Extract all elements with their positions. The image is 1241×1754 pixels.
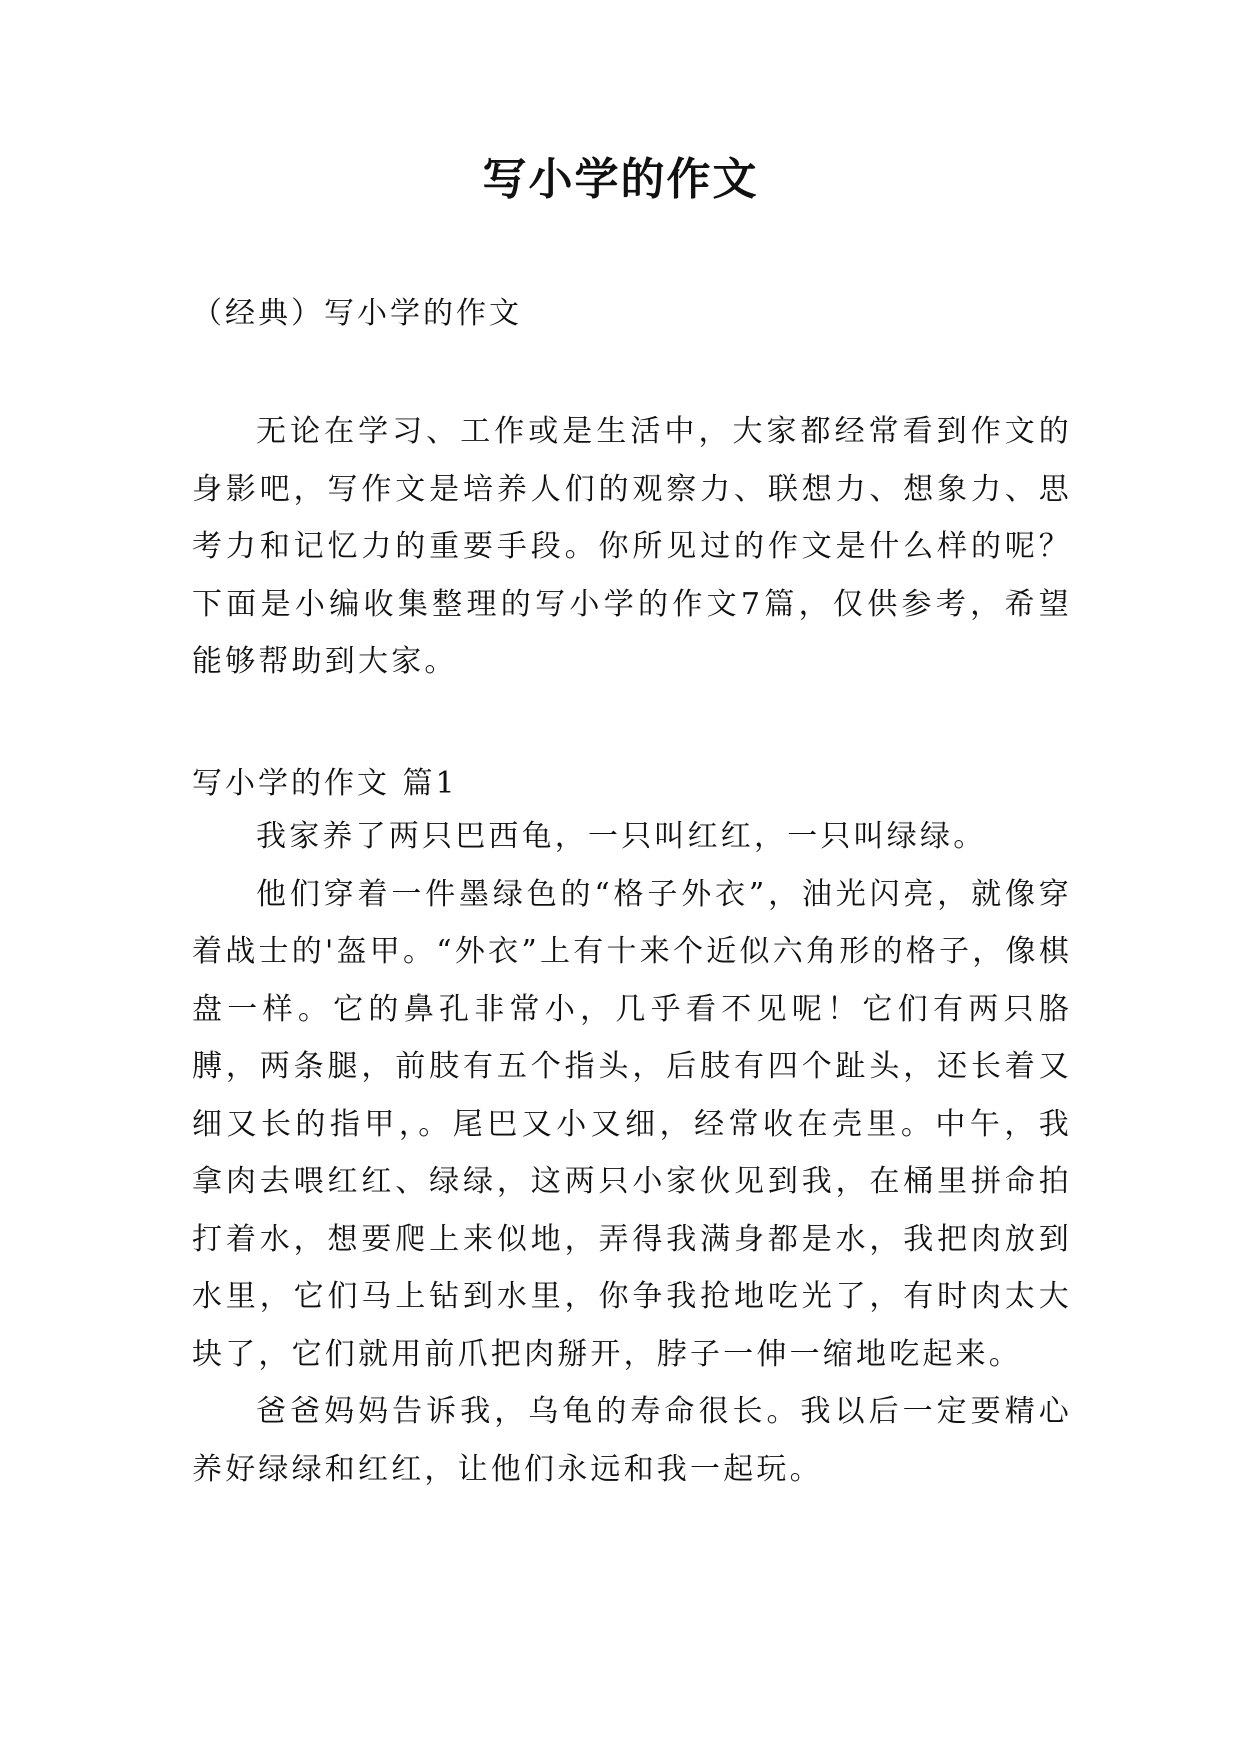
essay-paragraph-2: 他们穿着一件墨绿色的“格子外衣”，油光闪亮，就像穿着战士的'盔甲。“外衣”上有十来个近似六角形的格子，像棋盘一样。它的鼻孔非常小，几乎看不见呢！它们有两只胳膊，两条腿，前肢有五个指头，后肢有四个趾头，还长着又细又长的指甲，。尾巴又小又细，经常收在壳里。中午，我拿肉去喂红红、绿绿，这两只小家伙见到我，在桶里拼命拍打着水，想要爬上来似地，弄得我满身都是水，我把肉放到水里，它们马上钻到水里，你争我抢地吃光了，有时肉太大块了，它们就用前爪把肉掰开，脖子一伸一缩地吃起来。	[192, 876, 1072, 1372]
document-title: 写小学的作文	[482, 154, 759, 205]
intro-section	[192, 403, 1072, 691]
essay-paragraph-1: 我家养了两只巴西龟，一只叫红红，一只叫绿绿。	[256, 819, 987, 854]
intro-paragraph: 无论在学习、工作或是生活中，大家都经常看到作文的身影吧，写作文是培养人们的观察力、联想力、想象力、思考力和记忆力的重要手段。你所见过的作文是什么样的呢？下面是小编收集整理的写小学的作文7篇，仅供参考，希望能够帮助到大家。	[192, 414, 1072, 679]
essay-heading: 写小学的作文 篇1	[192, 766, 458, 801]
essay-body	[192, 808, 1072, 1498]
essay-paragraph-3: 爸爸妈妈告诉我，乌龟的寿命很长。我以后一定要精心养好绿绿和红红，让他们永远和我一起玩。	[192, 1394, 1072, 1487]
document-subtitle: （经典）写小学的作文	[192, 296, 522, 331]
